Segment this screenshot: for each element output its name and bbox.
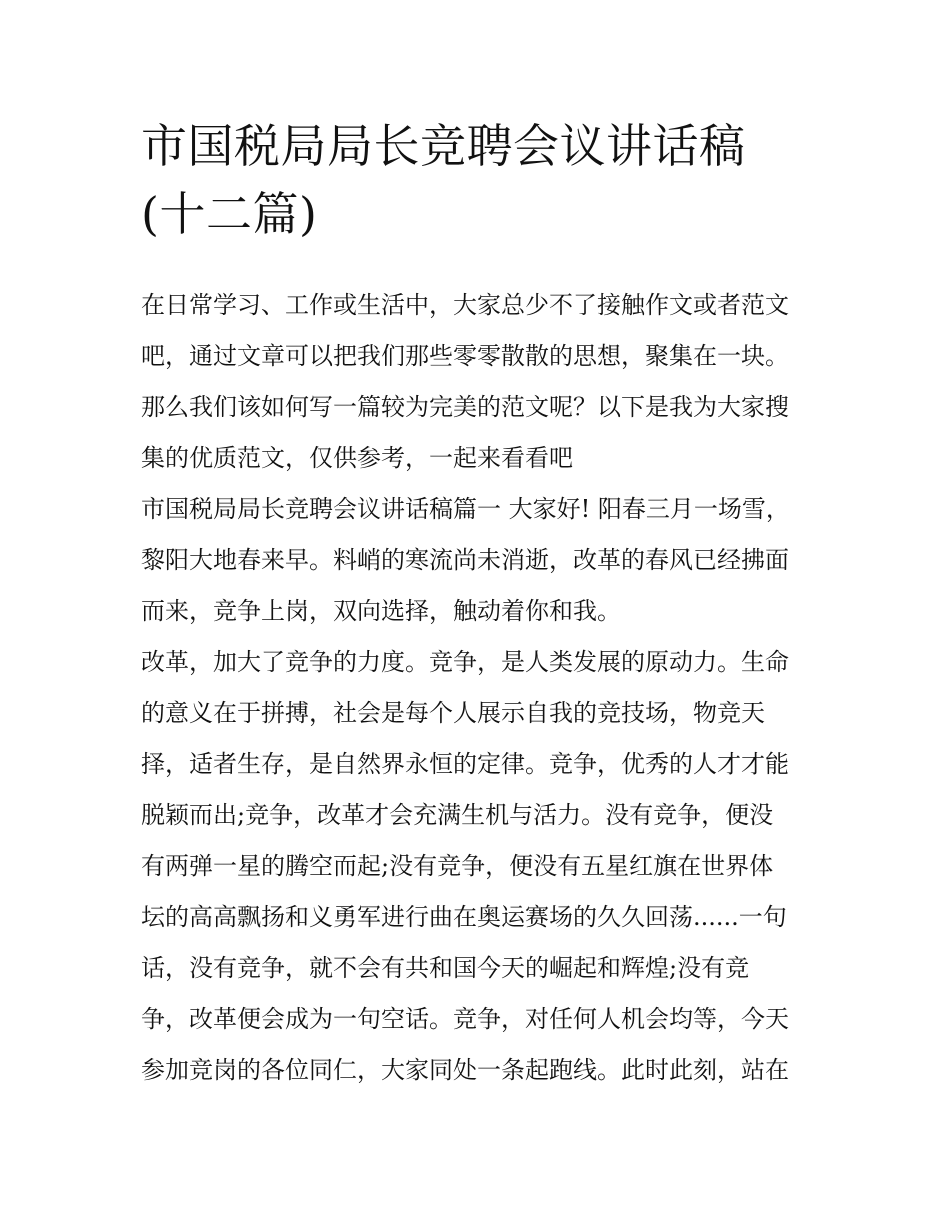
- text-line: 改革，加大了竞争的力度。竞争，是人类发展的原动力。生命: [141, 648, 789, 676]
- text-line: 黎阳大地春来早。料峭的寒流尚未消逝，改革的春风已经拂面: [141, 546, 789, 574]
- text-line: 话，没有竞争，就不会有共和国今天的崛起和辉煌;没有竞: [141, 954, 750, 982]
- text-line: 坛的高高飘扬和义勇军进行曲在奥运赛场的久久回荡......一句: [141, 903, 787, 931]
- text-line: 的意义在于拼搏，社会是每个人展示自我的竞技场，物竞天: [141, 699, 765, 727]
- title-line: (十二篇): [141, 187, 318, 241]
- text-line: 脱颖而出;竞争，改革才会充满生机与活力。没有竞争，便没: [141, 801, 774, 829]
- document-body: [141, 280, 817, 1096]
- document-title: [141, 112, 821, 248]
- text-line: 争，改革便会成为一句空话。竞争，对任何人机会均等，今天: [141, 1005, 789, 1033]
- text-line: 那么我们该如何写一篇较为完美的范文呢？以下是我为大家搜: [141, 393, 789, 421]
- text-line: 吧，通过文章可以把我们那些零零散散的思想，聚集在一块。: [141, 342, 789, 370]
- paragraph-competition: [141, 637, 817, 1096]
- text-line: 而来，竞争上岗，双向选择，触动着你和我。: [141, 597, 621, 625]
- text-line: 参加竞岗的各位同仁，大家同处一条起跑线。此时此刻，站在: [141, 1056, 789, 1084]
- text-line: 择，适者生存，是自然界永恒的定律。竞争，优秀的人才才能: [141, 750, 789, 778]
- paragraph-intro: [141, 280, 817, 484]
- text-line: 集的优质范文，仅供参考，一起来看看吧: [141, 444, 573, 472]
- paragraph-speech-opening: [141, 484, 817, 637]
- text-line: 有两弹一星的腾空而起;没有竞争，便没有五星红旗在世界体: [141, 852, 774, 880]
- text-line: 市国税局局长竞聘会议讲话稿篇一 大家好! 阳春三月一场雪，: [141, 495, 790, 523]
- text-line: 在日常学习、工作或生活中，大家总少不了接触作文或者范文: [141, 291, 789, 319]
- title-line: 市国税局局长竞聘会议讲话稿: [141, 119, 746, 173]
